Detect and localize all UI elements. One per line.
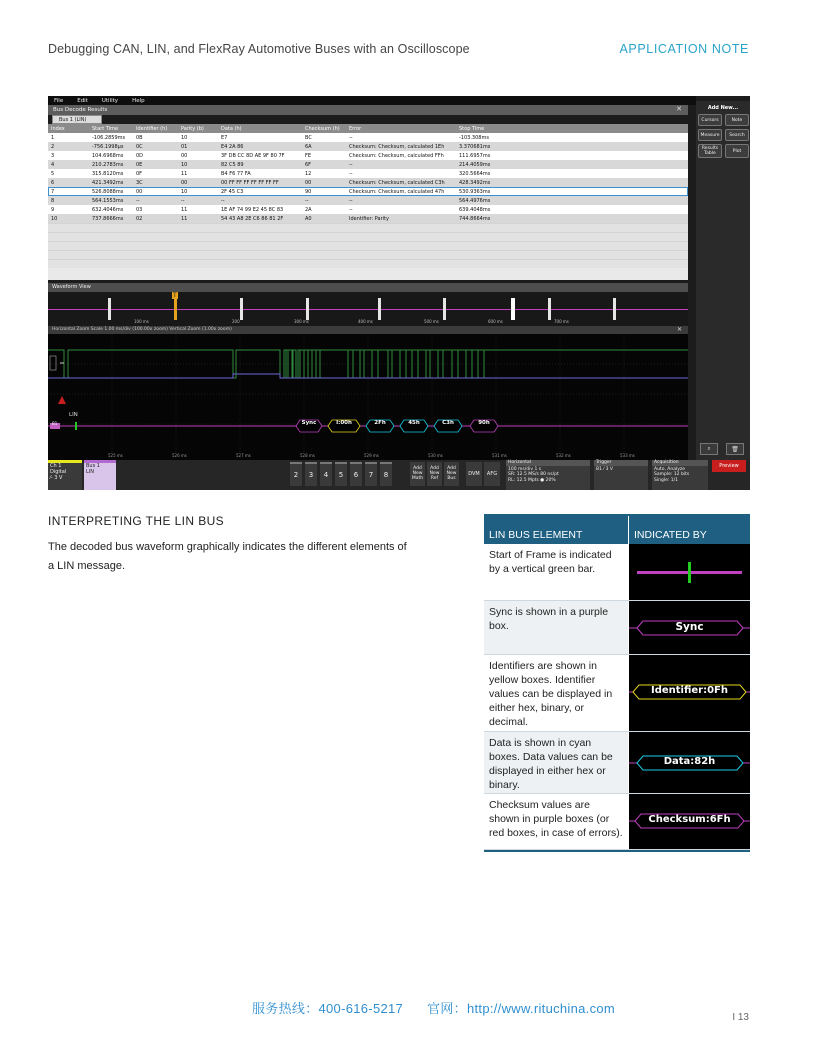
table-row bbox=[484, 732, 750, 794]
add-buttons bbox=[410, 462, 459, 486]
results-table-header bbox=[48, 124, 688, 133]
data-label: Data:82h bbox=[663, 756, 716, 767]
bus-decode-results-title: Bus Decode Results bbox=[53, 107, 108, 113]
col-lin-bus-element: LIN BUS ELEMENT bbox=[489, 529, 583, 541]
horizontal-scale: 100 ms/div 1 s bbox=[508, 466, 542, 472]
ch1-badge[interactable] bbox=[48, 460, 82, 490]
checksum-label: Checksum:6Fh bbox=[648, 814, 731, 825]
sync-sample bbox=[629, 601, 750, 654]
overview-tick-label: 100 ms bbox=[134, 319, 149, 324]
cell-error: Checksum: Checksum, calculated FFh bbox=[349, 152, 444, 159]
cell-stop: 428.3492ms bbox=[459, 179, 491, 186]
bus-decode-results-titlebar bbox=[48, 105, 688, 115]
cell-index: 5 bbox=[51, 170, 55, 177]
note-button[interactable]: Note bbox=[725, 114, 749, 126]
footer-hotline: 服务热线：400-616-5217 bbox=[252, 1001, 404, 1016]
trash-icon[interactable]: 🗑 bbox=[726, 443, 744, 455]
time-tick-label: 530 ms bbox=[428, 453, 443, 458]
col-indicated-by: INDICATED BY bbox=[634, 529, 707, 541]
row-description: Sync is shown in a purple box. bbox=[484, 601, 628, 654]
cell-id: -- bbox=[136, 197, 140, 204]
cell-start: 526.8088ms bbox=[92, 188, 124, 195]
preview-button[interactable]: Preview bbox=[712, 460, 746, 472]
col-parity[interactable]: Parity (b) bbox=[181, 125, 204, 132]
cell-id: 03 bbox=[136, 206, 143, 213]
section-body: The decoded bus waveform graphically indicates the different elements of a LIN message. bbox=[48, 541, 407, 572]
overview-tick-label: 700 ms bbox=[554, 319, 569, 324]
cell-parity: 10 bbox=[181, 161, 188, 168]
lin-element-table bbox=[484, 514, 750, 852]
close-icon[interactable]: ✕ bbox=[676, 105, 682, 113]
cell-parity: 01 bbox=[181, 143, 188, 150]
cell-error: -- bbox=[349, 197, 353, 204]
cell-checksum: 12 bbox=[305, 170, 312, 177]
page-header-title: Debugging CAN, LIN, and FlexRay Automotive Buses with an Oscilloscope bbox=[48, 42, 470, 56]
cell-start: 104.6968ms bbox=[92, 152, 124, 159]
sync-label: Sync bbox=[675, 621, 704, 633]
decode-label-data: C3h bbox=[442, 420, 454, 426]
horizontal-title: Horizontal bbox=[506, 460, 590, 466]
horizontal-record-length: RL: 12.5 Mpts ● 20% bbox=[508, 477, 556, 483]
overview-tick-label: 300 ms bbox=[294, 319, 309, 324]
cell-checksum: FE bbox=[305, 152, 312, 159]
cell-index: 7 bbox=[51, 188, 55, 195]
acquisition-title: Acquisition bbox=[652, 460, 708, 466]
frame-marker bbox=[548, 298, 551, 320]
decode-label-data: 2Fh bbox=[374, 420, 386, 426]
acquisition-mode: Auto, Analyze bbox=[654, 466, 686, 472]
time-tick-label: 532 ms bbox=[556, 453, 571, 458]
table-row bbox=[484, 794, 750, 850]
overview-tick-label: 200 bbox=[232, 319, 240, 324]
channel-6-button[interactable]: 6 bbox=[350, 462, 362, 486]
trigger-level: B1 ⁄ 3 V bbox=[596, 466, 613, 472]
cell-error: Checksum: Checksum, calculated 1Eh bbox=[349, 143, 445, 150]
results-table-body bbox=[48, 133, 688, 223]
menu-file[interactable]: File bbox=[54, 97, 64, 104]
frame-marker bbox=[240, 298, 243, 320]
table-row bbox=[484, 601, 750, 655]
cell-stop: 530.9363ms bbox=[459, 188, 491, 195]
row-description: Start of Frame is indicated by a vertical green bar. bbox=[489, 549, 612, 575]
identifier-label: Identifier:0Fh bbox=[650, 685, 729, 696]
cell-data: E4 2A 86 bbox=[221, 143, 244, 150]
frame-marker bbox=[306, 298, 309, 320]
decode-label-data: 45h bbox=[408, 420, 420, 426]
bus1-type: LIN bbox=[86, 469, 95, 475]
cell-start: 737.8666ms bbox=[92, 215, 124, 222]
page-header-tag: APPLICATION NOTE bbox=[619, 42, 749, 56]
decode-label-sync: Sync bbox=[301, 420, 317, 426]
channel-4-button[interactable]: 4 bbox=[320, 462, 332, 486]
cell-index: 6 bbox=[51, 179, 55, 186]
cell-start: 315.8120ms bbox=[92, 170, 124, 177]
cell-start: 564.1553ms bbox=[92, 197, 124, 204]
overview-bus-trace bbox=[48, 309, 688, 310]
measure-button[interactable]: Measure bbox=[698, 129, 722, 141]
bus1-badge[interactable] bbox=[84, 460, 116, 490]
cell-data: 1E AF 74 99 E2 45 8C 83 bbox=[221, 206, 284, 213]
channel-2-button[interactable]: 2 bbox=[290, 462, 302, 486]
cell-checksum: BC bbox=[305, 134, 312, 141]
cell-id: 0D bbox=[136, 152, 144, 159]
frame-marker bbox=[443, 298, 446, 320]
cell-id: 0F bbox=[136, 170, 143, 177]
overview-tick-label: 400 ms bbox=[358, 319, 373, 324]
bus-tag-label: B1 bbox=[52, 421, 58, 426]
ch1-threshold: ⁄- 3 V bbox=[50, 475, 63, 481]
cell-id: 02 bbox=[136, 215, 143, 222]
cell-data: 82 C5 89 bbox=[221, 161, 244, 168]
cell-start: 632.4046ms bbox=[92, 206, 124, 213]
row-description: Checksum values are shown in purple boxes (or red boxes, in case of errors). bbox=[489, 799, 623, 839]
table-row[interactable] bbox=[48, 133, 688, 142]
cell-parity: 00 bbox=[181, 179, 188, 186]
waveform-view-title: Waveform View bbox=[48, 283, 688, 292]
acquisition-single: Single: 1/1 bbox=[654, 477, 679, 483]
cell-parity: 11 bbox=[181, 215, 188, 222]
cell-parity: 10 bbox=[181, 134, 188, 141]
waveform-overview[interactable] bbox=[48, 292, 688, 326]
cell-stop: 639.4048ms bbox=[459, 206, 491, 213]
cell-error: Checksum: Checksum, calculated 47h bbox=[349, 188, 445, 195]
col-index[interactable]: Index bbox=[51, 125, 65, 132]
cell-index: 1 bbox=[51, 134, 55, 141]
cell-stop: 320.5664ms bbox=[459, 170, 491, 177]
cell-error: -- bbox=[349, 206, 353, 213]
channel-7-button[interactable]: 7 bbox=[365, 462, 377, 486]
table-row bbox=[484, 544, 750, 601]
empty-row bbox=[48, 241, 688, 250]
channel-3-button[interactable]: 3 bbox=[305, 462, 317, 486]
cell-error: -- bbox=[349, 170, 353, 177]
table-row[interactable] bbox=[48, 187, 688, 196]
section-heading: INTERPRETING THE LIN BUS bbox=[48, 514, 225, 528]
cell-data: 2F 45 C3 bbox=[221, 188, 244, 195]
cell-start: 421.3492ms bbox=[92, 179, 124, 186]
cell-parity: 10 bbox=[181, 188, 188, 195]
horizontal-settings[interactable] bbox=[506, 460, 590, 490]
zoom-window-marker[interactable] bbox=[511, 298, 515, 320]
time-tick-label: 527 ms bbox=[236, 453, 251, 458]
time-tick-label: 525 ms bbox=[108, 453, 123, 458]
settings-bar bbox=[48, 460, 750, 490]
overview-tick-label: 600 ms bbox=[488, 319, 503, 324]
overview-tick-label: 500 ms bbox=[424, 319, 439, 324]
cell-data: 54 43 A8 2E C6 86 81 2F bbox=[221, 215, 284, 222]
time-tick-label: 529 ms bbox=[364, 453, 379, 458]
table-row[interactable] bbox=[48, 205, 688, 214]
cell-id: 00 bbox=[136, 188, 143, 195]
cell-index: 9 bbox=[51, 206, 55, 213]
frame-marker bbox=[613, 298, 616, 320]
waveform-plot[interactable] bbox=[48, 334, 688, 454]
col-data[interactable]: Data (h) bbox=[221, 125, 242, 132]
add-new-title: Add New... bbox=[707, 105, 739, 111]
table-row[interactable] bbox=[48, 214, 688, 223]
add-new-ref-button[interactable]: Add New Ref bbox=[427, 462, 442, 486]
empty-row bbox=[48, 250, 688, 259]
channel-handle-icon[interactable] bbox=[50, 356, 56, 370]
bus1-title: Bus 1 bbox=[86, 463, 100, 469]
footer-website-link[interactable]: 官网：http://www.rituchina.com bbox=[427, 1001, 616, 1016]
cell-checksum: 2A bbox=[305, 206, 312, 213]
footer-contact bbox=[252, 998, 615, 1017]
col-error[interactable]: Error bbox=[349, 125, 362, 132]
waveform-svg bbox=[48, 334, 688, 454]
checksum-sample bbox=[629, 794, 750, 849]
bus-lin-label: LIN bbox=[69, 412, 78, 418]
table-row[interactable] bbox=[48, 142, 688, 151]
cell-data: B4 F6 77 FA bbox=[221, 170, 251, 177]
close-icon[interactable]: ✕ bbox=[676, 326, 682, 333]
horizontal-sample-rate: SR: 12.5 MS/s 80 ns/pt bbox=[508, 472, 559, 477]
cell-checksum: 00 bbox=[305, 179, 312, 186]
cell-stop: 564.4976ms bbox=[459, 197, 491, 204]
cell-stop: -103.308ms bbox=[459, 134, 489, 141]
table-row[interactable] bbox=[48, 160, 688, 169]
decode-label-identifier: I:00h bbox=[336, 420, 352, 426]
time-tick-label: 526 ms bbox=[172, 453, 187, 458]
menu-help[interactable]: Help bbox=[132, 97, 145, 104]
identifier-sample bbox=[629, 655, 750, 731]
col-checksum[interactable]: Checksum (h) bbox=[305, 125, 340, 132]
cursors-button[interactable]: Cursors bbox=[698, 114, 722, 126]
col-start-time[interactable]: Start Time bbox=[92, 125, 119, 132]
add-new-bus-button[interactable]: Add New Bus bbox=[444, 462, 459, 486]
cell-checksum: A0 bbox=[305, 215, 312, 222]
cell-index: 3 bbox=[51, 152, 55, 159]
cell-id: 3C bbox=[136, 179, 143, 186]
add-new-math-button[interactable]: Add New Math bbox=[410, 462, 425, 486]
row-description: Identifiers are shown in yellow boxes. Identifier values can be displayed in either hex, binary, or decimal. bbox=[489, 660, 613, 728]
data-sample bbox=[629, 732, 750, 793]
menu-utility[interactable]: Utility bbox=[101, 97, 119, 104]
cell-stop: 3.370681ms bbox=[459, 143, 491, 150]
cell-start: 210.2783ms bbox=[92, 161, 124, 168]
time-tick-label: 528 ms bbox=[300, 453, 315, 458]
table-row bbox=[484, 655, 750, 732]
decode-label-checksum: 90h bbox=[478, 420, 490, 426]
cell-start: -106.2859ms bbox=[92, 134, 126, 141]
channel-5-button[interactable]: 5 bbox=[335, 462, 347, 486]
add-new-panel bbox=[696, 101, 750, 463]
menu-edit[interactable]: Edit bbox=[77, 97, 88, 104]
zoom-icon[interactable]: ⌕ bbox=[700, 443, 718, 455]
page-number: I 13 bbox=[732, 1012, 749, 1023]
ch1-type: Digital bbox=[50, 469, 67, 475]
oscilloscope-screenshot bbox=[48, 96, 750, 490]
cell-checksum: 6F bbox=[305, 161, 312, 168]
afg-button[interactable]: AFG bbox=[484, 462, 500, 486]
cell-checksum: 6A bbox=[305, 143, 312, 150]
plot-button[interactable]: Plot bbox=[725, 144, 749, 158]
cell-stop: 111.6957ms bbox=[459, 152, 491, 159]
cell-data: E7 bbox=[221, 134, 228, 141]
cell-parity: -- bbox=[181, 197, 185, 204]
empty-row bbox=[48, 223, 688, 232]
zoom-controls-bar[interactable] bbox=[48, 326, 688, 334]
col-identifier[interactable]: Identifier (h) bbox=[136, 125, 168, 132]
table-row[interactable] bbox=[48, 151, 688, 160]
cell-stop: 214.4059ms bbox=[459, 161, 491, 168]
cell-data: -- bbox=[221, 197, 225, 204]
channel-buttons bbox=[290, 462, 392, 486]
zoom-scale-readout: Horizontal Zoom Scale 1.00 ms/div (100.00x zoom) Vertical Zoom (1.00x zoom) bbox=[52, 327, 232, 332]
acquisition-sample: Sample: 12 bits bbox=[654, 472, 690, 477]
row-description: Data is shown in cyan boxes. Data values can be displayed in either hex or binary. bbox=[484, 732, 628, 793]
cell-error: Identifier: Parity bbox=[349, 215, 389, 222]
cell-error: -- bbox=[349, 161, 353, 168]
cell-id: 0B bbox=[136, 134, 143, 141]
frame-marker bbox=[378, 298, 381, 320]
trigger-marker[interactable] bbox=[174, 298, 177, 320]
empty-row bbox=[48, 232, 688, 241]
cell-checksum: 90 bbox=[305, 188, 312, 195]
frame-marker bbox=[108, 298, 111, 320]
table-row[interactable] bbox=[48, 196, 688, 205]
ch1-title: Ch 1 bbox=[50, 463, 62, 469]
cell-data: 3F DB CC 8D AE 9F 80 7F bbox=[221, 152, 285, 159]
table-row[interactable] bbox=[48, 178, 688, 187]
time-tick-label: 533 ms bbox=[620, 453, 635, 458]
plot-grid bbox=[48, 334, 688, 454]
lin-table-header bbox=[484, 514, 750, 544]
dvm-button[interactable]: DVM bbox=[466, 462, 482, 486]
acquisition-settings[interactable] bbox=[652, 460, 708, 490]
warning-icon bbox=[58, 396, 66, 404]
cell-error: -- bbox=[349, 134, 353, 141]
cell-index: 4 bbox=[51, 161, 55, 168]
tab-bus1-lin[interactable]: Bus 1 (LIN) bbox=[52, 115, 102, 124]
channel-8-button[interactable]: 8 bbox=[380, 462, 392, 486]
col-stop-time[interactable]: Stop Time bbox=[459, 125, 485, 132]
scope-menu-bar bbox=[48, 96, 696, 105]
results-table-button[interactable]: Results Table bbox=[698, 144, 722, 158]
start-of-frame-sample bbox=[629, 544, 750, 600]
cell-error: Checksum: Checksum, calculated C3h bbox=[349, 179, 445, 186]
table-row[interactable] bbox=[48, 169, 688, 178]
empty-row bbox=[48, 259, 688, 268]
results-table bbox=[48, 124, 688, 280]
cell-checksum: -- bbox=[305, 197, 309, 204]
cell-parity: 11 bbox=[181, 170, 188, 177]
search-button[interactable]: Search bbox=[725, 129, 749, 141]
cell-id: 0C bbox=[136, 143, 143, 150]
cell-index: 8 bbox=[51, 197, 55, 204]
cell-parity: 00 bbox=[181, 152, 188, 159]
cell-id: 0E bbox=[136, 161, 143, 168]
trigger-title: Trigger bbox=[594, 460, 648, 466]
cell-stop: 744.8664ms bbox=[459, 215, 491, 222]
trigger-settings[interactable] bbox=[594, 460, 648, 490]
trigger-t-icon: T bbox=[173, 292, 177, 299]
cell-index: 10 bbox=[51, 215, 58, 222]
cell-data: 00 FF FF FF FF FF FF FF bbox=[221, 179, 279, 186]
cell-parity: 11 bbox=[181, 206, 188, 213]
time-tick-label: 531 ms bbox=[492, 453, 507, 458]
cell-index: 2 bbox=[51, 143, 55, 150]
cell-start: -756.1998µs bbox=[92, 143, 124, 150]
